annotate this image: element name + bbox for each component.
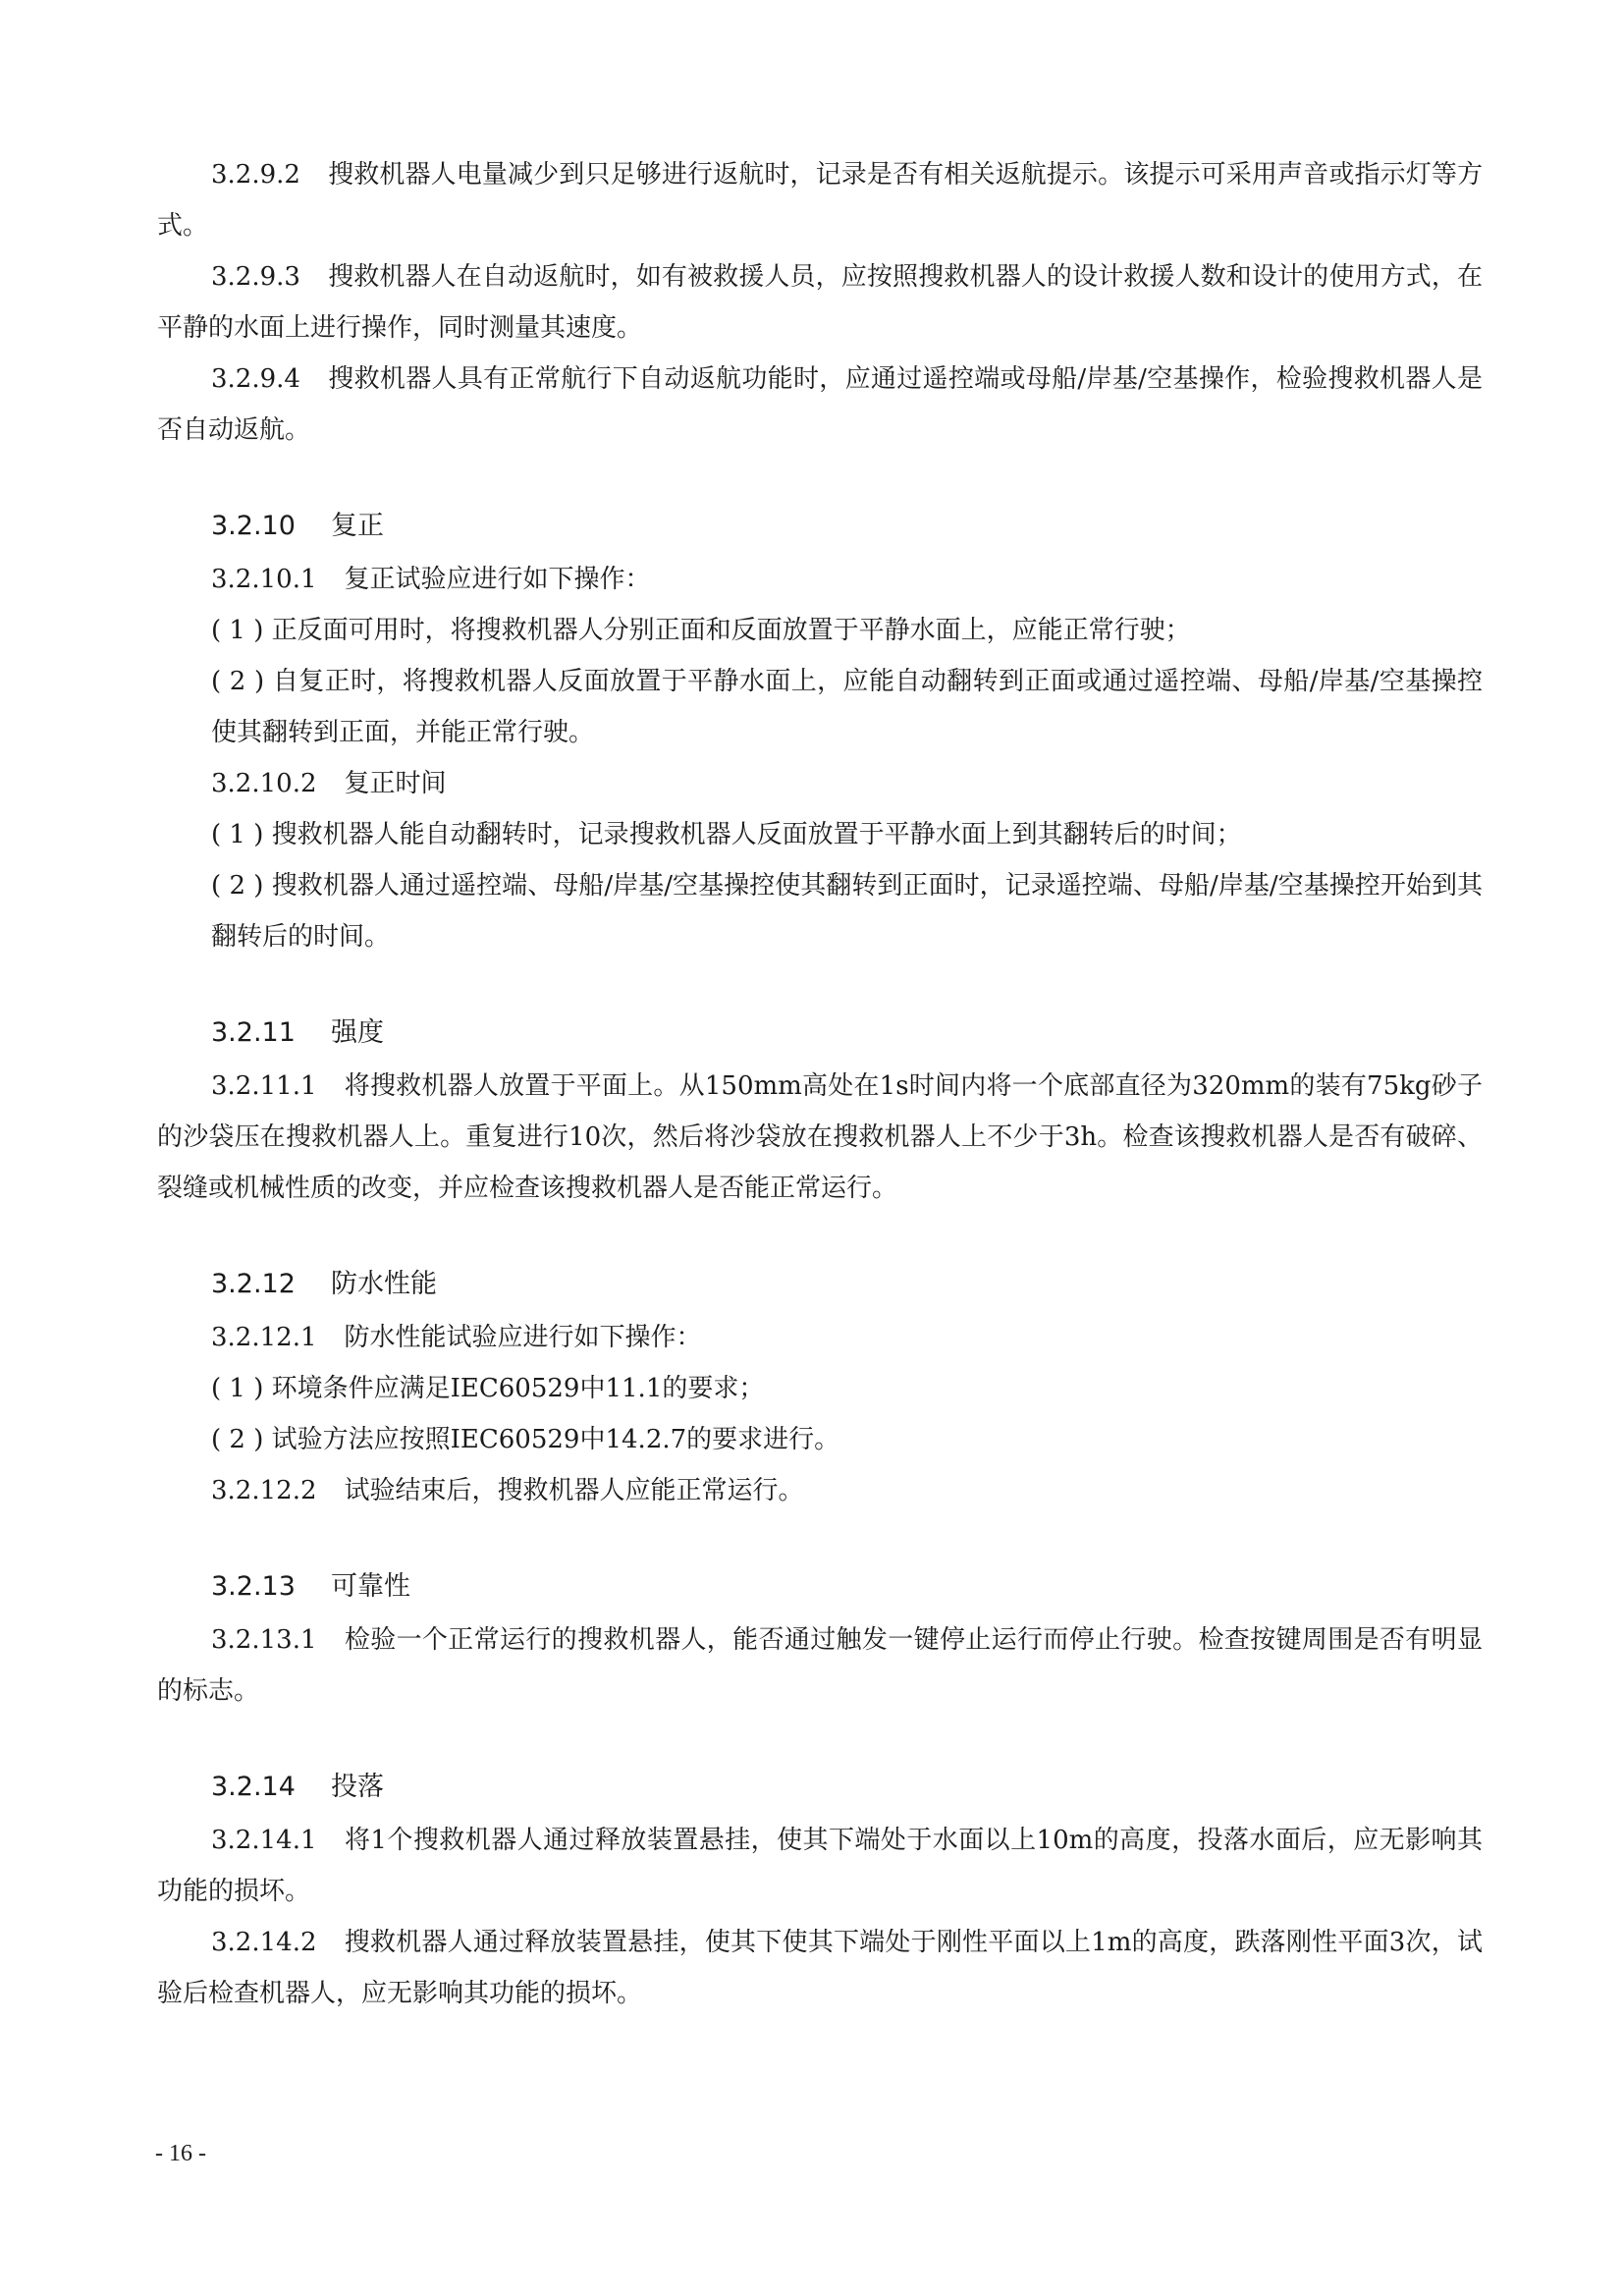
clause-number: 3.2.10.2 [211,769,317,798]
section-heading-3-2-14 [157,1760,1483,1815]
heading-number: 3.2.13 [211,1571,296,1602]
list-item: ( 2 ) 试验方法应按照IEC60529中14.2.7的要求进行。 [211,1425,840,1454]
clause-number: 3.2.9.4 [211,364,300,394]
heading-number: 3.2.12 [211,1269,296,1299]
list-item: ( 1 ) 搜救机器人能自动翻转时，记录搜救机器人反面放置于平静水面上到其翻转后的时间； [211,820,1242,849]
list-item: ( 1 ) 环境条件应满足IEC60529中11.1的要求； [211,1374,765,1403]
clause-3-2-14-1 [157,1815,1483,1917]
clause-3-2-12-1 [157,1312,1483,1363]
heading-number: 3.2.11 [211,1017,296,1048]
clause-text: 防水性能试验应进行如下操作： [344,1323,702,1352]
section-heading-3-2-13 [157,1559,1483,1614]
clause-text: 将搜救机器人放置于平面上。从150mm高处在1s时间内将一个底部直径为320mm的装有75kg砂子的沙袋压在搜救机器人上。重复进行10次，然后将沙袋放在搜救机器人上不少于3h。检查该搜救机器人是否有破碎、裂缝或机械性质的改变，并应检查该搜救机器人是否能正常运行。 [157,1071,1483,1203]
heading-number: 3.2.10 [211,511,296,541]
clause-text: 搜救机器人电量减少到只足够进行返航时，记录是否有相关返航提示。该提示可采用声音或指示灯等方式。 [157,160,1483,241]
list-item: ( 1 ) 正反面可用时，将搜救机器人分别正面和反面放置于平静水面上，应能正常行驶； [211,616,1191,645]
heading-title: 投落 [331,1772,384,1802]
heading-title: 可靠性 [331,1571,410,1602]
clause-number: 3.2.12.1 [211,1323,317,1352]
heading-title: 强度 [331,1017,384,1048]
clause-text: 搜救机器人通过释放装置悬挂，使其下使其下端处于刚性平面以上1m的高度，跌落刚性平面3次，试验后检查机器人，应无影响其功能的损坏。 [157,1928,1483,2008]
section-heading-3-2-12 [157,1257,1483,1312]
clause-number: 3.2.11.1 [211,1071,317,1101]
clause-text: 复正试验应进行如下操作： [344,565,651,594]
clause-3-2-10-2 [157,758,1483,809]
clause-number: 3.2.12.2 [211,1476,317,1505]
clause-text: 试验结束后，搜救机器人应能正常运行。 [344,1476,804,1505]
document-body [157,149,1483,2019]
clause-3-2-10-1 [157,554,1483,605]
clause-3-2-9-4 [157,354,1483,456]
clause-3-2-9-2 [157,149,1483,251]
page-number: - 16 - [155,2141,206,2166]
list-item: ( 2 ) 搜救机器人通过遥控端、母船/岸基/空基操控使其翻转到正面时，记录遥控端、母船/岸基/空基操控开始到其翻转后的时间。 [211,871,1483,952]
clause-number: 3.2.10.1 [211,565,317,594]
clause-3-2-12-2 [157,1465,1483,1516]
heading-title: 防水性能 [331,1269,437,1299]
clause-number: 3.2.9.2 [211,160,300,190]
clause-text: 搜救机器人在自动返航时，如有被救援人员，应按照搜救机器人的设计救援人数和设计的使用方式，在平静的水面上进行操作，同时测量其速度。 [157,262,1483,343]
list-item: ( 2 ) 自复正时，将搜救机器人反面放置于平静水面上，应能自动翻转到正面或通过遥控端、母船/岸基/空基操控使其翻转到正面，并能正常行驶。 [211,667,1483,747]
clause-number: 3.2.14.2 [211,1928,317,1957]
clause-3-2-14-2 [157,1917,1483,2019]
clause-3-2-13-1 [157,1614,1483,1717]
clause-number: 3.2.13.1 [211,1625,317,1655]
clause-number: 3.2.9.3 [211,262,300,292]
clause-3-2-9-3 [157,251,1483,354]
section-heading-3-2-10 [157,499,1483,554]
section-heading-3-2-11 [157,1006,1483,1061]
heading-title: 复正 [331,511,384,541]
clause-text: 搜救机器人具有正常航行下自动返航功能时，应通过遥控端或母船/岸基/空基操作，检验搜救机器人是否自动返航。 [157,364,1483,445]
heading-number: 3.2.14 [211,1772,296,1802]
clause-text: 检验一个正常运行的搜救机器人，能否通过触发一键停止运行而停止行驶。检查按键周围是否有明显的标志。 [157,1625,1483,1706]
clause-number: 3.2.14.1 [211,1826,317,1855]
clause-text: 复正时间 [344,769,447,798]
clause-3-2-11-1 [157,1061,1483,1214]
clause-text: 将1个搜救机器人通过释放装置悬挂，使其下端处于水面以上10m的高度，投落水面后，应无影响其功能的损坏。 [157,1826,1483,1906]
